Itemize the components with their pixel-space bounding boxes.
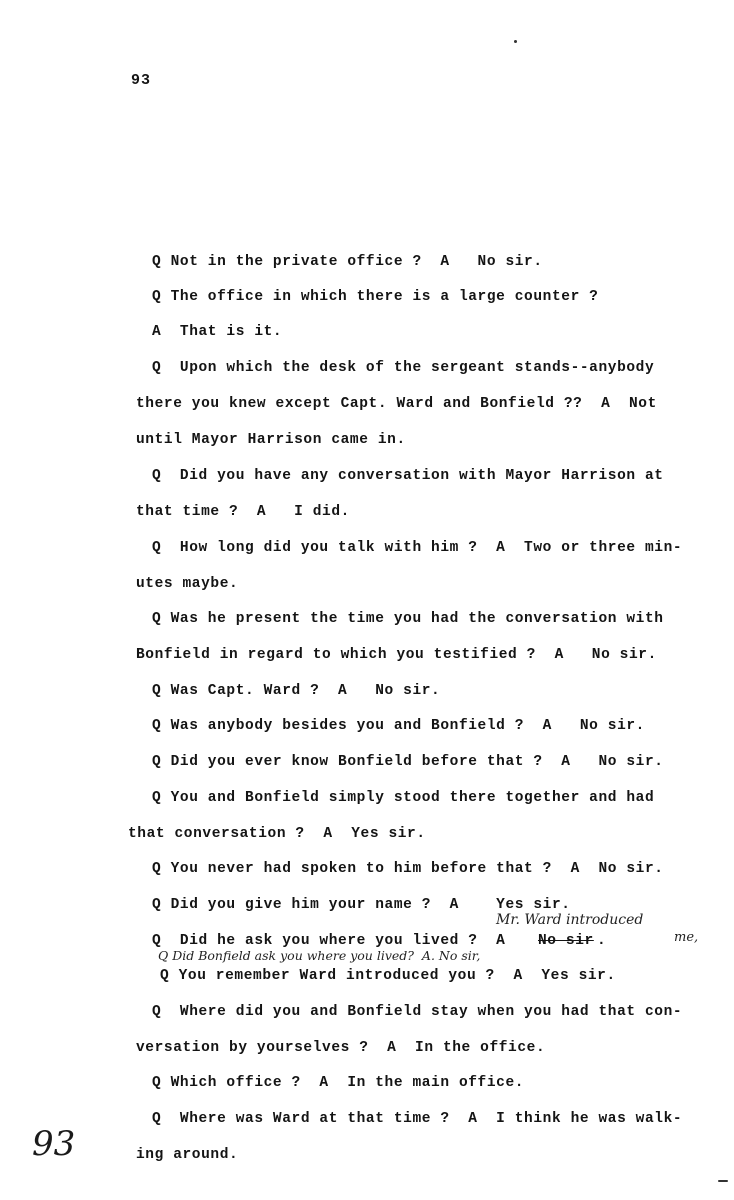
margin-page-number: 93 [32,1124,76,1164]
transcript-line: Q You and Bonfield simply stood there together and had [152,790,655,806]
transcript-line: Q Not in the private office ? A No sir. [152,254,543,270]
transcript-line: Q How long did you talk with him ? A Two or three min- [152,540,683,556]
transcript-line: there you knew except Capt. Ward and Bonfield ?? A Not [136,396,657,412]
handwritten-insert-tail: me, [674,930,699,945]
transcript-line: Q The office in which there is a large counter ? [152,289,599,305]
transcript-line: versation by yourselves ? A In the office. [136,1040,546,1056]
transcript-line: Q Was he present the time you had the conversation with [152,611,664,627]
paper-speck [514,40,517,43]
transcript-line: A That is it. [152,324,283,340]
transcript-line: utes maybe. [136,576,239,592]
transcript-line: that conversation ? A Yes sir. [128,826,426,842]
page-number-top: 93 [131,72,152,89]
transcript-line: Q Which office ? A In the main office. [152,1075,525,1091]
transcript-line: Q Was Capt. Ward ? A No sir. [152,683,441,699]
transcript-line: Q You remember Ward introduced you ? A Yes sir. [160,968,616,984]
transcript-line: Q Did he ask you where you lived ? A [152,933,506,949]
struck-answer-tail: . [597,933,607,949]
transcript-line: Q Where did you and Bonfield stay when you had that con- [152,1004,683,1020]
transcript-line: Q Did you have any conversation with Mayor Harrison at [152,468,664,484]
transcript-line: until Mayor Harrison came in. [136,432,406,448]
handwritten-insert: Q Did Bonfield ask you where you lived? A. No sir, [158,948,481,963]
transcript-line: Bonfield in regard to which you testified ? A No sir. [136,647,657,663]
paper-speck [718,1180,728,1182]
transcript-line: Q Did you give him your name ? A Yes sir. [152,897,571,913]
transcript-line: Q Did you ever know Bonfield before that ? A No sir. [152,754,664,770]
transcript-line: Q You never had spoken to him before that ? A No sir. [152,861,664,877]
transcript-line: that time ? A I did. [136,504,350,520]
transcript-line: Q Where was Ward at that time ? A I think he was walk- [152,1111,683,1127]
transcript-line: Q Upon which the desk of the sergeant stands--anybody [152,360,655,376]
transcript-line: Q Was anybody besides you and Bonfield ? A No sir. [152,718,645,734]
handwritten-insert: Mr. Ward introduced [496,912,644,928]
transcript-line: ing around. [136,1147,239,1163]
struck-answer: No sir [538,933,594,949]
